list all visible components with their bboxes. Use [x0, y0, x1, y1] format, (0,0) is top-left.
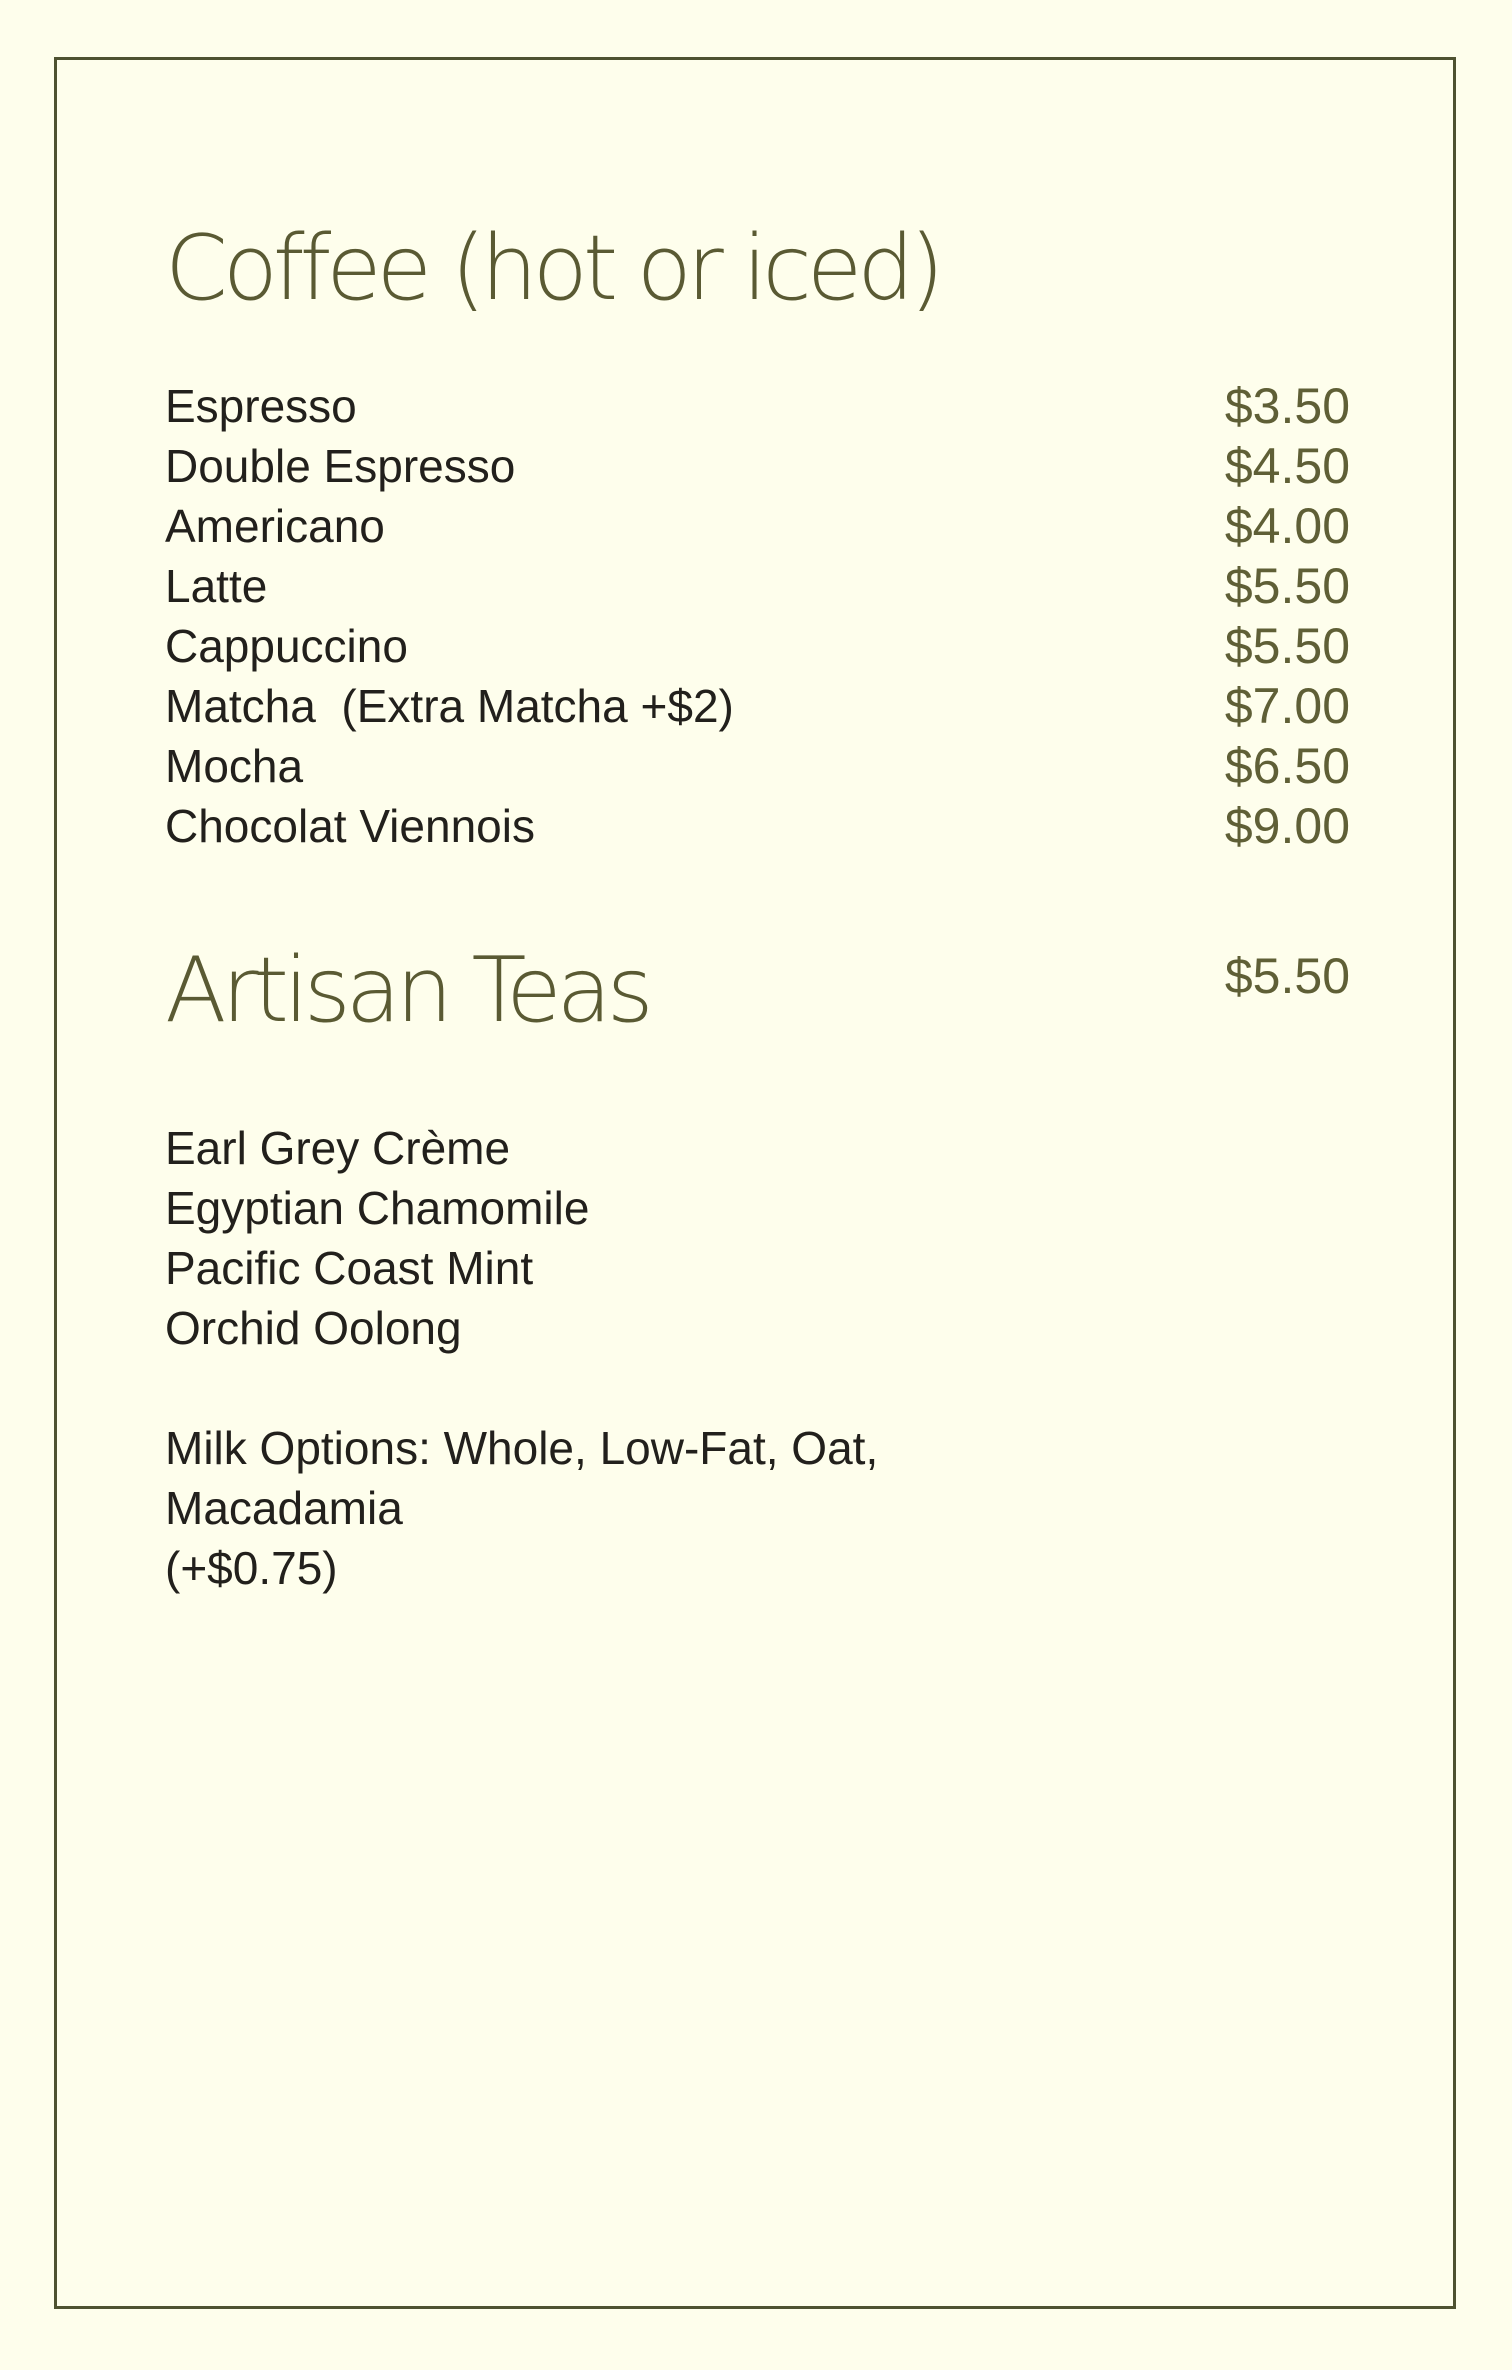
- tea-item: Orchid Oolong: [165, 1302, 462, 1354]
- menu-item: [165, 676, 1350, 736]
- menu-item-name: Double Espresso: [165, 440, 516, 492]
- teas-menu-list: [165, 1118, 1350, 1358]
- milk-options-price: (+$0.75): [165, 1542, 338, 1594]
- coffee-section-title: Coffee (hot or iced): [165, 216, 940, 321]
- tea-item: Egyptian Chamomile: [165, 1182, 590, 1234]
- menu-item: [165, 496, 1350, 556]
- menu-item-name: Chocolat Viennois: [165, 800, 535, 852]
- menu-item: [165, 376, 1350, 436]
- menu-item: [165, 736, 1350, 796]
- menu-item-name: Cappuccino: [165, 620, 408, 672]
- menu-item-price: $4.50: [1224, 438, 1350, 494]
- coffee-menu-list: [165, 376, 1350, 856]
- tea-item: Pacific Coast Mint: [165, 1242, 534, 1294]
- menu-item-price: $5.50: [1224, 618, 1350, 674]
- menu-item: [165, 616, 1350, 676]
- menu-item-name: Mocha: [165, 740, 304, 792]
- milk-options-line: Macadamia: [165, 1482, 403, 1534]
- teas-price: $5.50: [1224, 948, 1350, 1004]
- tea-item: Earl Grey Crème: [165, 1122, 511, 1174]
- menu-item-price: $5.50: [1224, 558, 1350, 614]
- menu-item: [165, 436, 1350, 496]
- menu-item-price: $6.50: [1224, 738, 1350, 794]
- menu-item: [165, 556, 1350, 616]
- menu-item-price: $3.50: [1224, 378, 1350, 434]
- menu-item-price: $4.00: [1224, 498, 1350, 554]
- menu-item-name: Americano: [165, 500, 385, 552]
- menu-item-price: $7.00: [1224, 678, 1350, 734]
- menu-item-name: Latte: [165, 560, 268, 612]
- milk-options-note: [165, 1418, 1065, 1598]
- menu-item-name: Matcha (Extra Matcha +$2): [165, 680, 734, 732]
- menu-item: [165, 796, 1350, 856]
- menu-item-name: Espresso: [165, 380, 357, 432]
- menu-item-price: $9.00: [1224, 798, 1350, 854]
- teas-section-title: Artisan Teas: [165, 938, 649, 1043]
- milk-options-line: Milk Options: Whole, Low-Fat, Oat,: [165, 1422, 879, 1474]
